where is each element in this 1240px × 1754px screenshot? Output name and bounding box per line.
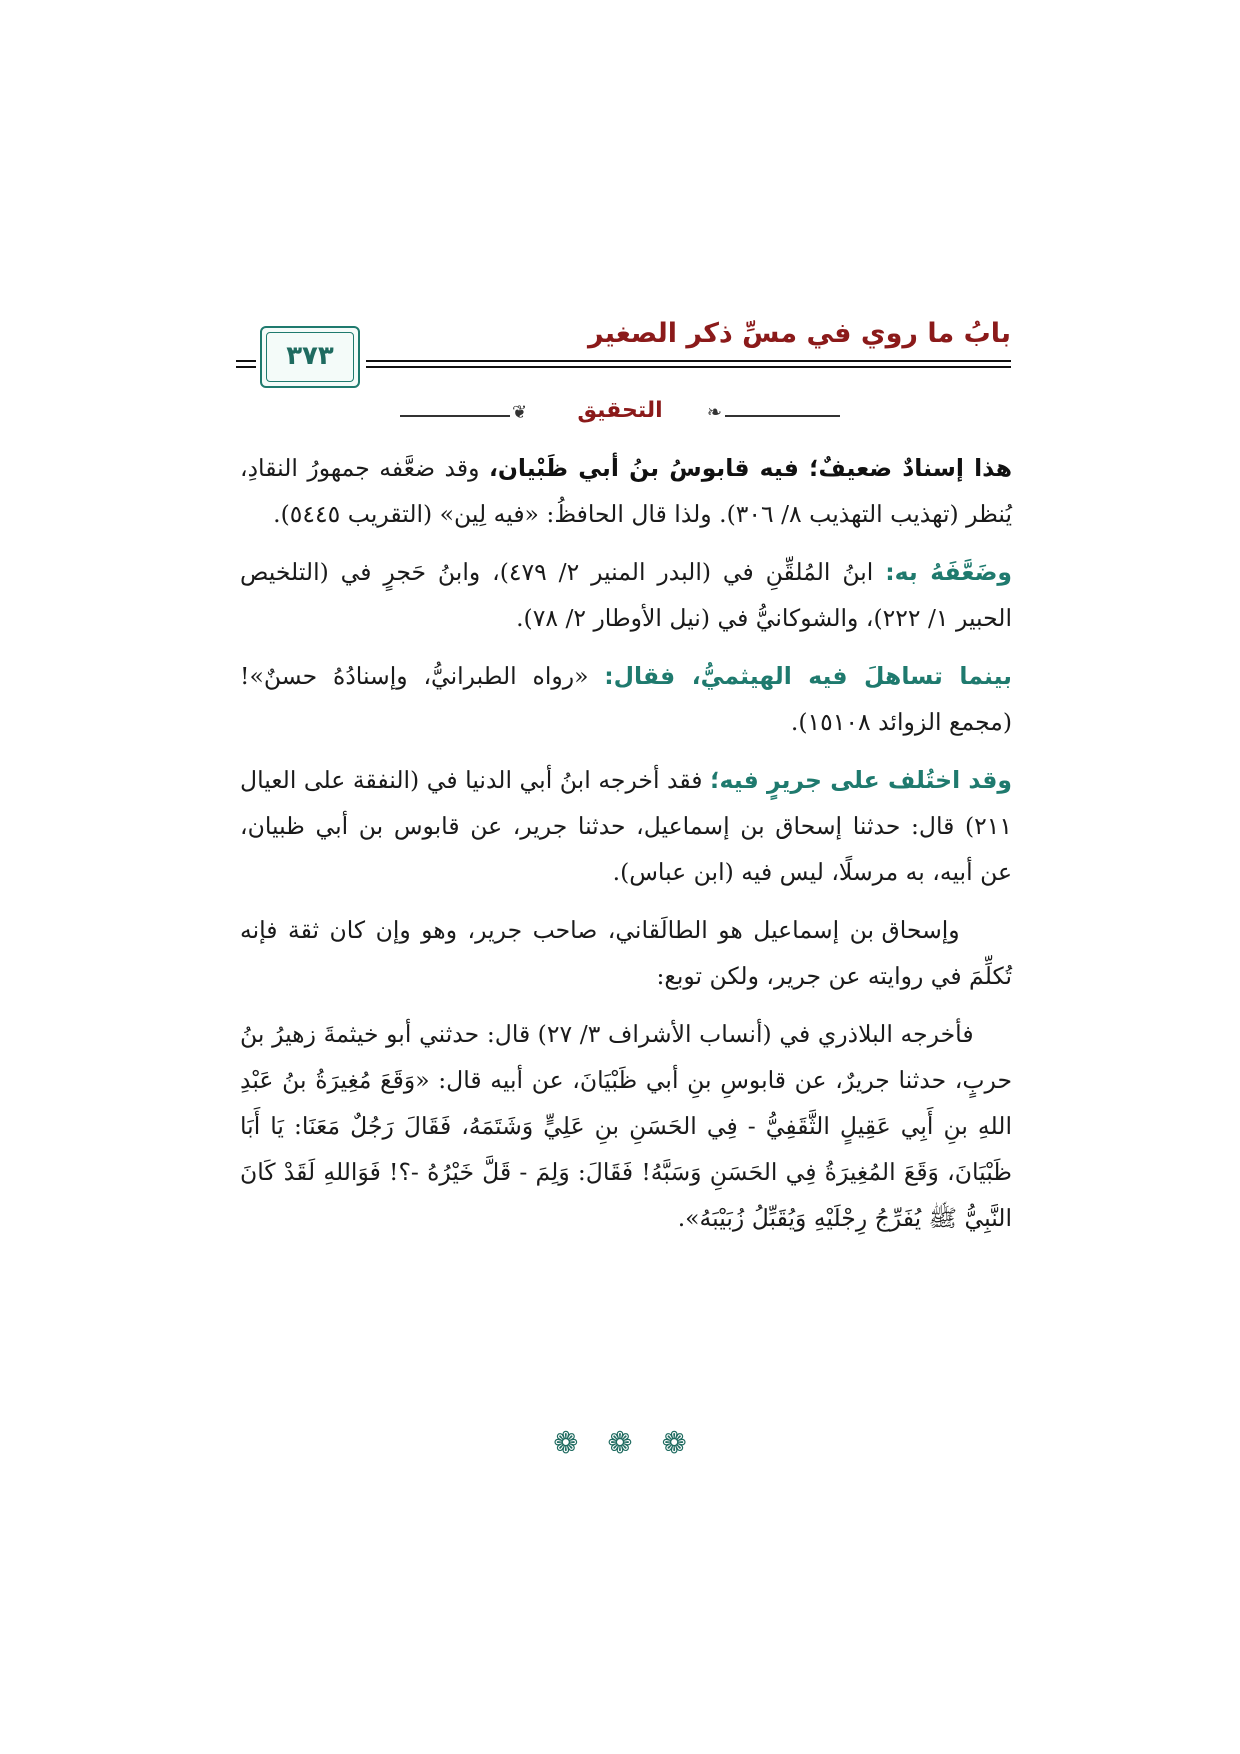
paragraph <box>240 653 1012 745</box>
paragraph <box>240 757 1012 895</box>
flower-ornament-icon: ❁ <box>661 1426 687 1461</box>
paragraph <box>240 907 1012 999</box>
page-header <box>236 316 1011 391</box>
paragraph-lead: فيه قابوسُ بنُ أبي ظَبْيان، <box>488 454 810 482</box>
body-text <box>240 445 1012 1253</box>
paragraph-text: فأخرجه البلاذري في (أنساب الأشراف ٣/ ٢٧) قال: حدثني أبو خيثمةَ زهيرُ بنُ حربٍ، حدثنا جريرٌ، عن قابوسِ بنِ أبي ظَبْيَانَ، عن أبيه قال: «وَقَعَ مُغِيرَةُ بنُ عَبْدِ اللهِ بنِ أَبِي عَقِيلٍ الثَّقَفِيُّ - فِي الحَسَنِ بنِ عَلِيٍّ وَشَتَمَهُ، فَقَالَ رَجُلٌ مَعَنَا: يَا أَبَا ظَبْيَانَ، وَقَعَ المُغِيرَةُ فِي الحَسَنِ وَسَبَّهُ! فَقَالَ: وَلِمَ - قَلَّ خَيْرُهُ -؟! فَوَاللهِ لَقَدْ كَانَ النَّبِيُّ ﷺ يُفَرِّجُ رِجْلَيْهِ وَيُقَبِّلُ زُبَيْبَهُ». <box>240 1020 1012 1232</box>
divider-line <box>400 415 510 417</box>
chapter-title: بابُ ما روي في مسِّ ذكر الصغير <box>587 318 1011 349</box>
section-divider <box>400 400 840 430</box>
paragraph <box>240 445 1012 537</box>
section-title: التحقيق <box>577 398 663 423</box>
divider-ornament-icon: ❧ <box>706 402 722 423</box>
paragraph-text: فقد أخرجه ابنُ أبي الدنيا في (النفقة على العيال ٢١١) قال: حدثنا إسحاق بن إسماعيل، حدثنا جرير، عن قابوس بن أبي ظبيان، عن أبيه، به مرسلًا، ليس فيه (ابن عباس). <box>240 766 1012 886</box>
paragraph-text: وإسحاق بن إسماعيل هو الطالَقاني، صاحب جرير، وهو وإن كان ثقة فإنه تُكلِّمَ في روايته عن جرير، ولكن توبع: <box>240 916 1012 990</box>
paragraph-lead: وقد اختُلف على جريرٍ فيه؛ <box>710 766 1012 794</box>
paragraph-lead: بينما تساهلَ فيه الهيثميُّ، فقال: <box>604 662 1012 690</box>
page-number-badge <box>260 326 360 388</box>
divider-ornament-icon: ❦ <box>512 402 528 423</box>
paragraph <box>240 1011 1012 1241</box>
flower-ornament-icon: ❁ <box>607 1426 633 1461</box>
paragraph <box>240 549 1012 641</box>
paragraph-lead: هذا إسنادٌ ضعيفٌ؛ <box>809 454 1012 482</box>
divider-line <box>725 415 840 417</box>
header-rule <box>366 366 1011 368</box>
paragraph-lead: وضَعَّفَهُ به: <box>885 558 1013 586</box>
paragraph-text: وقد ضعَّفه جمهورُ النقادِ، يُنظر (تهذيب التهذيب ٨/ ٣٠٦). ولذا قال الحافظُ: «فيه لِين» (التقريب ٥٤٤٥). <box>240 454 1012 528</box>
header-rule <box>236 360 256 362</box>
page-number: ٣٧٣ <box>286 341 334 371</box>
paragraph-text: ابنُ المُلقِّنِ في (البدر المنير ٢/ ٤٧٩)، وابنُ حَجرٍ في (التلخيص الحبير ١/ ٢٢٢)، والشوكانيُّ في (نيل الأوطار ٢/ ٧٨). <box>240 558 1012 632</box>
header-rule <box>236 366 256 368</box>
flower-ornament-icon: ❁ <box>553 1426 579 1461</box>
paragraph-text: «رواه الطبرانيُّ، وإسنادُهُ حسنٌ»! (مجمع الزوائد ١٥١٠٨). <box>240 662 1012 736</box>
header-rule <box>366 360 1011 362</box>
end-ornaments <box>0 1426 1240 1461</box>
